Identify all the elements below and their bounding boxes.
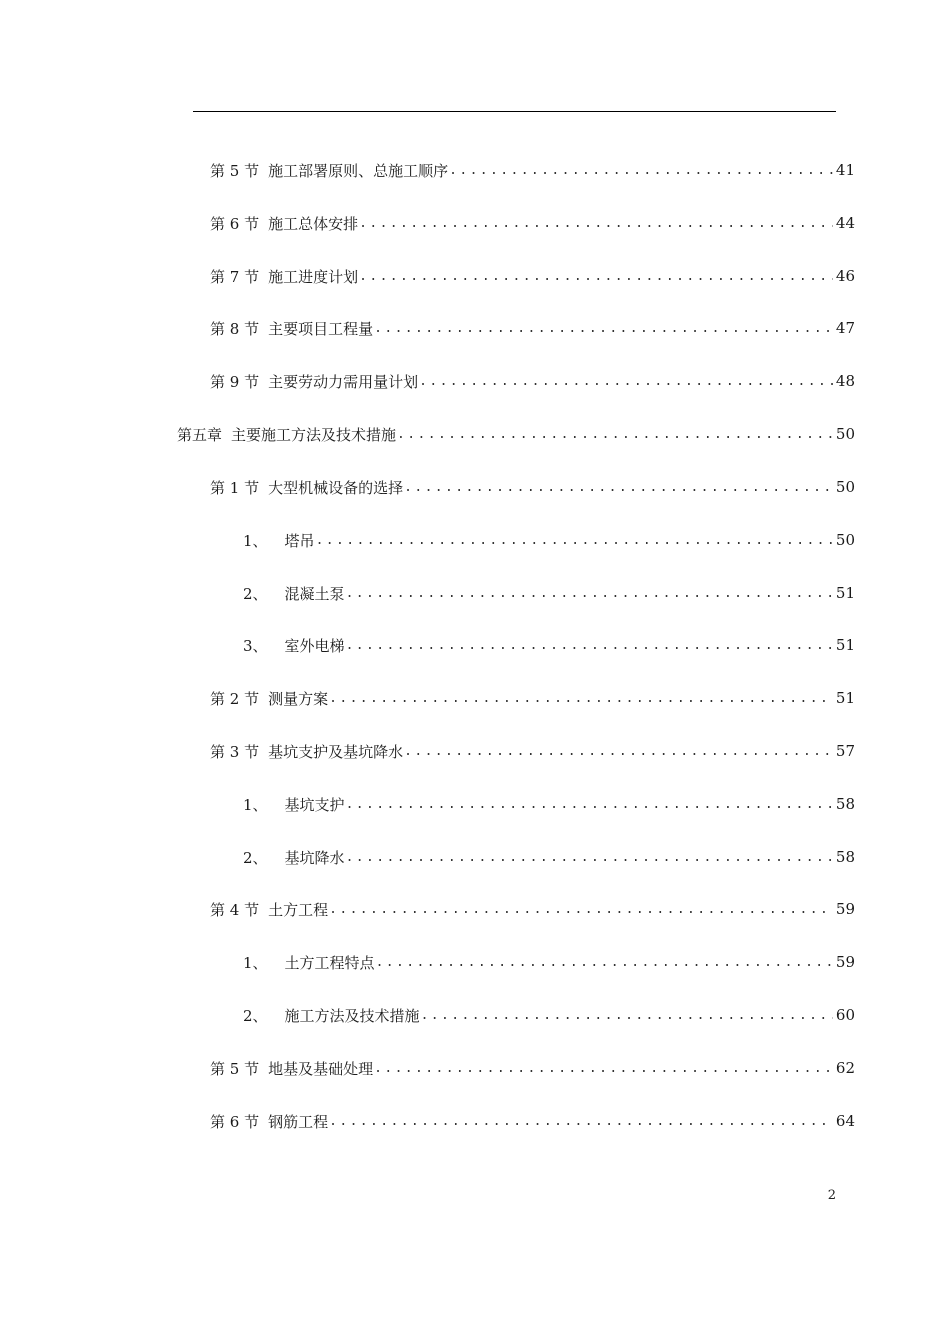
toc-entry[interactable] [210, 1103, 855, 1139]
toc-entry[interactable] [210, 152, 855, 188]
toc-entry[interactable] [210, 733, 855, 769]
toc-entry-title: 地基及基础处理 [268, 1059, 374, 1078]
toc-entry-number: 第 6 节 [210, 1112, 260, 1131]
toc-dot-leader [346, 850, 833, 865]
toc-entry-page: 51 [835, 689, 855, 707]
toc-subentry[interactable] [243, 575, 855, 611]
toc-entry-page: 58 [835, 795, 855, 813]
toc-entry-title: 土方工程 [268, 900, 329, 919]
toc-entry-title: 测量方案 [268, 689, 329, 708]
toc-entry-page: 46 [835, 267, 855, 285]
toc-entry-page: 48 [835, 372, 855, 390]
toc-entry-page: 58 [835, 848, 855, 866]
toc-dot-leader [419, 374, 833, 389]
toc-entry[interactable] [210, 469, 855, 505]
toc-dot-leader [329, 691, 833, 706]
toc-dot-leader [374, 321, 833, 336]
toc-entry-page: 50 [835, 531, 855, 549]
toc-entry-number: 第 3 节 [210, 742, 260, 761]
toc-entry-page: 62 [835, 1059, 855, 1077]
toc-entry-number: 第 4 节 [210, 900, 260, 919]
toc-subentry[interactable] [243, 997, 855, 1033]
toc-dot-leader [316, 533, 833, 548]
toc-dot-leader [397, 427, 833, 442]
toc-entry-page: 59 [835, 953, 855, 971]
toc-entry-number: 第 8 节 [210, 319, 260, 338]
toc-entry-page: 50 [835, 478, 855, 496]
toc-entry-title: 室外电梯 [284, 636, 345, 655]
toc-entry[interactable] [210, 680, 855, 716]
toc-entry-page: 50 [835, 425, 855, 443]
toc-entry-number: 3、 [243, 636, 268, 655]
toc-entry[interactable] [210, 363, 855, 399]
toc-entry[interactable] [210, 258, 855, 294]
toc-entry-page: 44 [835, 214, 855, 232]
toc-dot-leader [329, 902, 833, 917]
toc-dot-leader [346, 638, 833, 653]
toc-entry-number: 第 5 节 [210, 1059, 260, 1078]
toc-dot-leader [346, 586, 833, 601]
toc-entry[interactable] [210, 891, 855, 927]
toc-dot-leader [404, 480, 833, 495]
toc-entry-number: 1、 [243, 953, 268, 972]
toc-entry-number: 2、 [243, 848, 268, 867]
toc-subentry[interactable] [243, 627, 855, 663]
toc-entry-title: 基坑降水 [284, 848, 345, 867]
toc-dot-leader [376, 955, 833, 970]
toc-entry-number: 第五章 [177, 425, 223, 444]
toc-entry-page: 51 [835, 636, 855, 654]
toc-entry-page: 57 [835, 742, 855, 760]
toc-entry-title: 基坑支护 [284, 795, 345, 814]
toc-entry-title: 施工总体安排 [268, 214, 359, 233]
toc-entry-page: 41 [835, 161, 855, 179]
toc-entry-number: 1、 [243, 795, 268, 814]
toc-entry-page: 60 [835, 1006, 855, 1024]
toc-dot-leader [404, 744, 833, 759]
toc-entry-page: 47 [835, 319, 855, 337]
toc-chapter-entry[interactable] [177, 416, 855, 452]
toc-entry-title: 施工部署原则、总施工顺序 [268, 161, 449, 180]
toc-entry-title: 塔吊 [284, 531, 315, 550]
page-number: 2 [827, 1188, 836, 1203]
toc-entry-number: 第 7 节 [210, 267, 260, 286]
toc-entry-title: 大型机械设备的选择 [268, 478, 404, 497]
toc-entry-title: 土方工程特点 [284, 953, 375, 972]
toc-dot-leader [374, 1061, 833, 1076]
toc-entry-page: 51 [835, 584, 855, 602]
toc-entry-number: 2、 [243, 1006, 268, 1025]
toc-dot-leader [329, 1114, 833, 1129]
toc-entry-title: 主要劳动力需用量计划 [268, 372, 419, 391]
toc-dot-leader [421, 1008, 833, 1023]
toc-dot-leader [449, 163, 833, 178]
toc-subentry[interactable] [243, 944, 855, 980]
toc-dot-leader [346, 797, 833, 812]
toc-entry-page: 64 [835, 1112, 855, 1130]
toc-entry-title: 钢筋工程 [268, 1112, 329, 1131]
toc-entry-page: 59 [835, 900, 855, 918]
toc-dot-leader [359, 216, 833, 231]
toc-entry-title: 主要项目工程量 [268, 319, 374, 338]
toc-entry[interactable] [210, 310, 855, 346]
toc-entry-number: 1、 [243, 531, 268, 550]
toc-entry-number: 第 1 节 [210, 478, 260, 497]
toc-entry-number: 2、 [243, 584, 268, 603]
header-rule [193, 111, 836, 112]
toc-entry-number: 第 5 节 [210, 161, 260, 180]
toc-dot-leader [359, 269, 833, 284]
toc-entry-title: 施工方法及技术措施 [284, 1006, 420, 1025]
toc-entry-title: 混凝土泵 [284, 584, 345, 603]
toc-entry-title: 施工进度计划 [268, 267, 359, 286]
toc-entry-number: 第 9 节 [210, 372, 260, 391]
toc-entry-number: 第 2 节 [210, 689, 260, 708]
toc-entry-title: 主要施工方法及技术措施 [231, 425, 397, 444]
toc-entry-title: 基坑支护及基坑降水 [268, 742, 404, 761]
toc-entry[interactable] [210, 1050, 855, 1086]
toc-subentry[interactable] [243, 522, 855, 558]
toc-entry-number: 第 6 节 [210, 214, 260, 233]
toc-subentry[interactable] [243, 839, 855, 875]
toc-entry[interactable] [210, 205, 855, 241]
toc-subentry[interactable] [243, 786, 855, 822]
